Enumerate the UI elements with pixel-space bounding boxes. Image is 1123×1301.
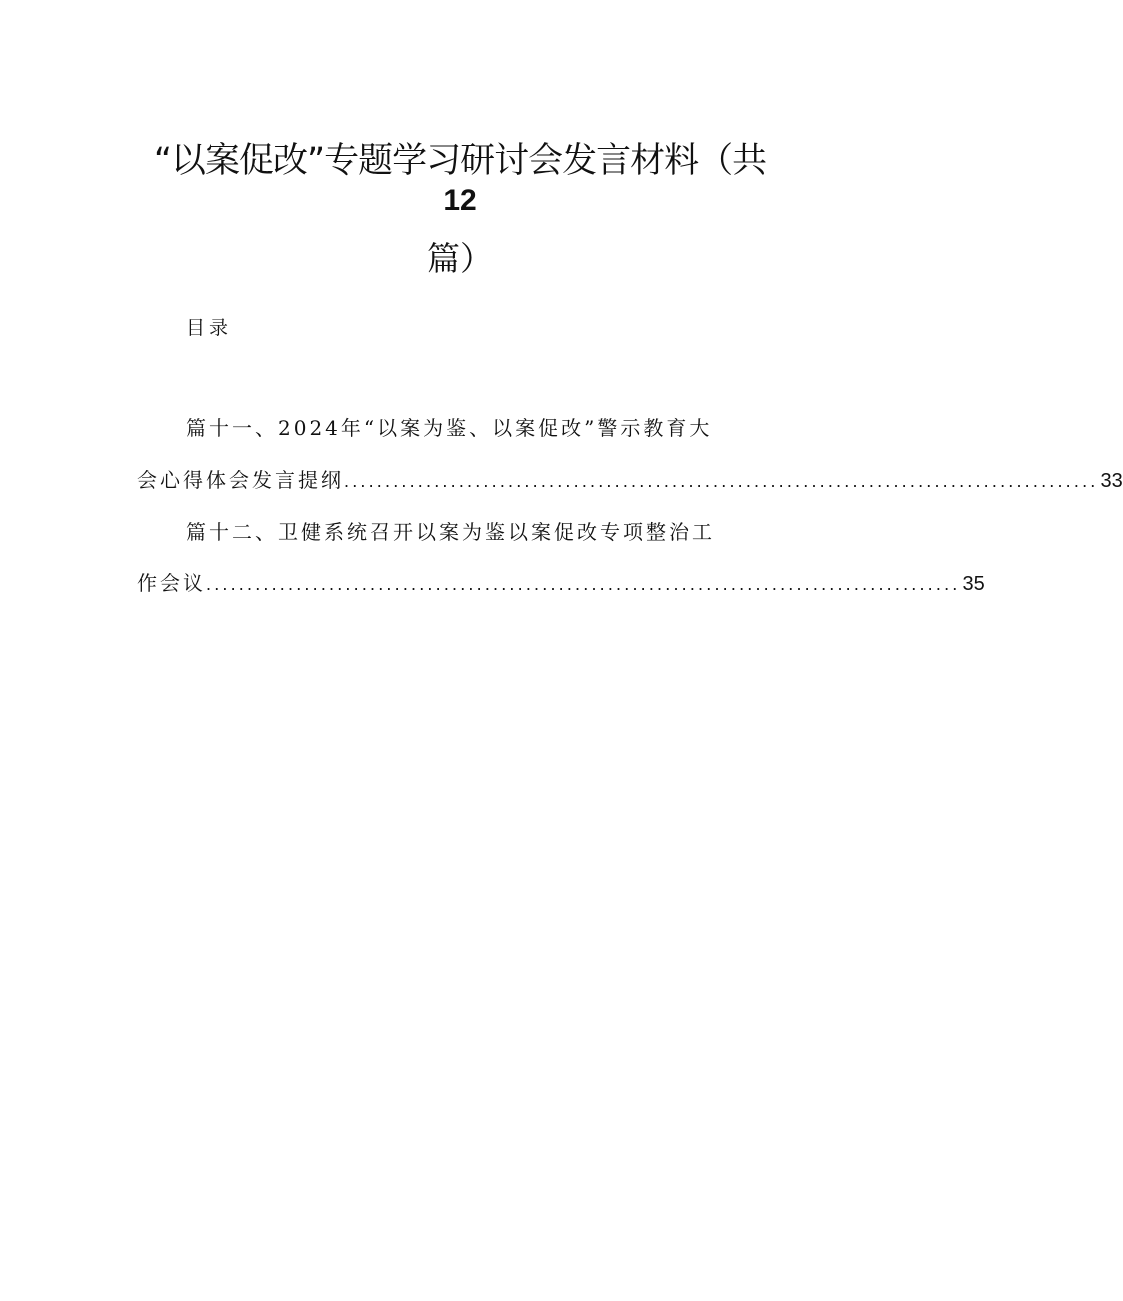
toc-leader-dots: ............................................................................................ <box>206 574 961 594</box>
toc-entry-2-title[interactable]: 篇十二、卫健系统召开以案为鉴以案促改专项整治工 <box>186 520 715 544</box>
toc-leader-dots: ............................................................................................ <box>344 471 1099 491</box>
toc-entry-1-title-continued: 会心得体会发言提纲 <box>137 468 344 492</box>
toc-entry-1-page-number: 33 <box>1100 470 1123 492</box>
toc-entry-1-continuation[interactable] <box>137 464 1123 493</box>
document-title-line-3: 篇） <box>427 239 493 278</box>
toc-entry-2-continuation[interactable] <box>137 567 985 596</box>
toc-entry-2-title-continued: 作会议 <box>137 571 206 595</box>
toc-entry-1-title[interactable]: 篇十一、2024年“以案为鉴、以案促改”警示教育大 <box>186 416 713 440</box>
toc-entry-2-page-number: 35 <box>962 573 985 595</box>
toc-heading: 目录 <box>186 317 233 339</box>
document-title-line-2: 12 <box>443 184 477 217</box>
document-title-line-1: “以案促改”专题学习研讨会发言材料（共 <box>153 141 767 181</box>
